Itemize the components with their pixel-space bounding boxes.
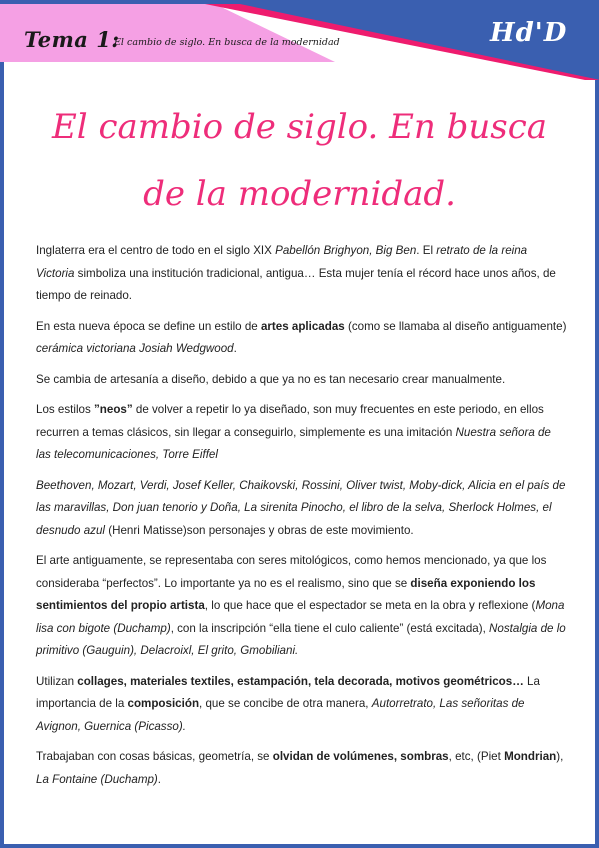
topic-label: Tema 1: [24,27,120,52]
paragraph [36,240,568,308]
text-run: . [157,772,162,786]
text-run: El arte antiguamente, se representaba con seres mitológicos, como hemos mencionado, ya que los consideraba “perfectos”. Lo importante ya no es el realismo, sino que se [36,554,547,590]
paragraph [36,475,568,543]
italic-text: Pabellón Brighyon, Big Ben [275,244,417,257]
italic-text: cerámica victoriana Josiah Wedgwood [36,342,234,355]
bold-text: diseña exponiendo los sentimientos del propio artista [36,576,536,612]
bold-text: composición [127,697,200,710]
text-run: En esta nueva época se define un estilo de [36,319,261,333]
text-run: La importancia de la [36,674,540,710]
text-run: (como se llamaba al diseño antiguamente) [344,319,567,333]
bold-text: artes aplicadas [260,319,345,333]
italic-text: Autorretrato, Las señoritas de Avignon, Guernica (Picasso). [36,697,525,733]
text-run: (Henri Matisse)son personajes y obras de este movimiento. [104,523,414,537]
body-text [36,240,568,799]
brand-logo: Hd'D [490,18,568,48]
text-run: ), [556,750,564,763]
paragraph [36,550,568,663]
text-run: Se cambia de artesanía a diseño, debido a que ya no es tan necesario crear manualmente. [36,372,506,386]
paragraph [36,399,568,467]
italic-text: Beethoven, Mozart, Verdi, Josef Keller, Chaikovski, Rossini, Oliver twist, Moby-dick, Alicia en el país de las maravillas, Don juan tenorio y Doña, La sirenita Pinocho, el libro de la selva, Sherlock Holmes, el desnudo azul [36,478,566,537]
text-run: . El [416,244,437,257]
paragraph [36,671,568,739]
text-run: , etc, (Piet [448,750,505,763]
bold-text: Mondrian [504,750,557,763]
text-run: , con la inscripción “ella tiene el culo caliente” (está excitada), [170,621,490,635]
italic-text: Nostalgia de lo primitivo (Gauguin), Delacroixl, El grito, Gmobiliani. [36,621,566,657]
italic-text: Nuestra señora de las telecomunicaciones, Torre Eiffel [36,425,551,461]
bold-text: collages, materiales textiles, estampación, tela decorada, motivos geométricos… [77,674,524,688]
header-banner [0,0,599,80]
text-run: simboliza una institución tradicional, antigua… Esta mujer tenía el récord hace unos años, de tiempo de reinado. [36,266,556,302]
italic-text: La Fontaine (Duchamp) [36,772,158,786]
bold-text: olvidan de volúmenes, sombras [272,750,449,763]
page-title: El cambio de siglo. En busca de la modernidad. [51,107,548,214]
paragraph [36,369,568,392]
topic-subtitle: El cambio de siglo. En busca de la modernidad [114,37,340,48]
paragraph [36,746,568,791]
text-run: Utilizan [36,674,78,688]
text-run: , lo que hace que el espectador se meta en la obra y reflexione ( [204,599,536,612]
italic-text: retrato de la reina Victoria [36,244,528,280]
text-run: , que se concibe de otra manera, [199,697,372,710]
text-run: Los estilos [36,403,94,416]
paragraph [36,316,568,361]
text-run: . [233,342,237,355]
text-run: Inglaterra era el centro de todo en el siglo XIX [36,244,276,257]
bold-text: ”neos” [94,403,133,416]
text-run: de volver a repetir lo ya diseñado, son muy frecuentes en este periodo, en ellos recurren a temas clásicos, sin llegar a conseguirlo, simplemente es una imitación [36,403,544,439]
italic-text: Mona lisa con bigote (Duchamp) [36,599,565,635]
text-run: Trabajaban con cosas básicas, geometría, se [36,750,273,763]
